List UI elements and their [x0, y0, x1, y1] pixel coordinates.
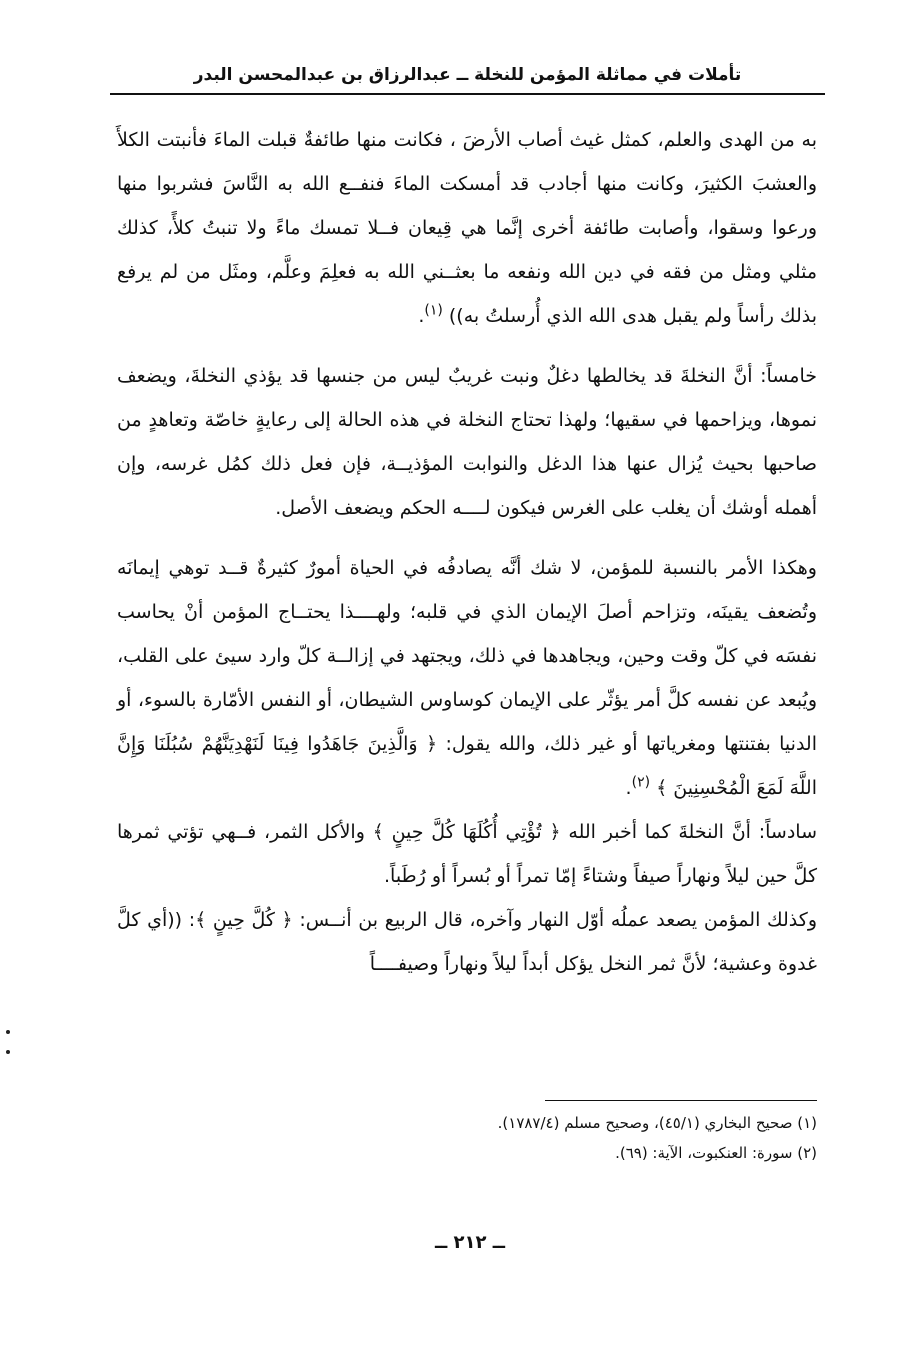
footnote-ref-2: (٢) [631, 774, 651, 791]
footnote-2: (٢) سورة: العنكبوت، الآية: (٦٩). [615, 1144, 817, 1162]
paragraph-sixth: سادساً: أنَّ النخلةَ كما أخبر الله ﴿ تُؤْتِي أُكُلَهَا كُلَّ حِينٍ ﴾ والأكل الثمر، فــهي تؤتي ثمرها كلَّ حين ليلاً ونهاراً صيفاً وشتاءً إمّا تمراً أو بُسراً أو رُطَباً. [117, 821, 817, 887]
paragraph-believer: وهكذا الأمر بالنسبة للمؤمن، لا شك أنَّه يصادفُه في الحياة أمورٌ كثيرةٌ قــد توهي إيمانَه وتُضعف يقينَه، وتزاحم أصلَ الإيمان الذي في قلبه؛ ولهــــذا يحتــاج المؤمن أنْ يحاسب نفسَه في كلّ وقت وحين، ويجاهدها في ذلك، ويجتهد في إزالــة كلّ وارد سيئ على القلب، ويُبعد عن نفسه كلَّ أمر يؤثّر على الإيمان كوساوس الشيطان، أو النفس الأمّارة بالسوء، أو الدنيا بفتنتها ومغرياتها أو غير ذلك، والله يقول: ﴿ وَالَّذِينَ جَاهَدُوا فِينَا لَنَهْدِيَنَّهُمْ سُبُلَنَا وَإِنَّ اللَّهَ لَمَعَ الْمُحْسِنِينَ ﴾ $^{(٢)}$. [117, 557, 817, 799]
scan-edge-mark [6, 1050, 10, 1054]
footnote-ref-1: (١) [424, 302, 443, 319]
paragraph-fifth: خامساً: أنَّ النخلةَ قد يخالطها دغلٌ ونبت غريبٌ ليس من جنسها قد يؤذي النخلةَ، ويضعف نموها، ويزاحمها في سقيها؛ ولهذا تحتاج النخلة في هذه الحالة إلى رعايةٍ خاصّة وتعاهدٍ من صاحبها بحيث يُزال عنها هذا الدغل والنوابت المؤذيــة، فإن فعل ذلك كمُل غرسه، وإن أهمله أوشك أن يغلب على الغرس فيكون لــــه الحكم ويضعف الأصل. [117, 365, 817, 519]
running-header: تأملات في مماثلة المؤمن للنخلة ــ عبدالرزاق بن عبدالمحسن البدر [193, 65, 742, 85]
scan-edge-mark [6, 1030, 10, 1034]
page-body [117, 118, 817, 986]
footnote-rule [545, 1100, 817, 1101]
paragraph-text: وهكذا الأمر بالنسبة للمؤمن، لا شك أنَّه يصادفُه في الحياة أمورٌ كثيرةٌ قــد توهي إيمانَه وتُضعف يقينَه، وتزاحم أصلَ الإيمان الذي في قلبه؛ ولهــــذا يحتــاج المؤمن أنْ يحاسب نفسَه في كلّ وقت وحين، ويجاهدها في ذلك، ويجتهد في إزالــة كلّ وارد سيئ على القلب، ويُبعد عن نفسه كلَّ أمر يؤثّر على الإيمان كوساوس الشيطان، أو النفس الأمّارة بالسوء، أو الدنيا بفتنتها ومغرياتها أو غير ذلك، والله يقول: ﴿ وَالَّذِينَ جَاهَدُوا فِينَا لَنَهْدِيَنَّهُمْ سُبُلَنَا وَإِنَّ اللَّهَ لَمَعَ الْمُحْسِنِينَ ﴾ [117, 557, 817, 799]
footnote-1: (١) صحيح البخاري (٤٥/١)، وصحيح مسلم (١٧٨٧/٤). [497, 1114, 817, 1132]
paragraph-text: به من الهدى والعلم، كمثل غيث أصاب الأرضَ ، فكانت منها طائفةٌ قبلت الماءَ فأنبتت الكلأَ والعشبَ الكثيرَ، وكانت منها أجادب قد أمسكت الماءَ فنفــع الله به النَّاسَ فشربوا منها ورعوا وسقوا، وأصابت طائفة أخرى إنَّما هي قِيعان فــلا تمسك ماءً ولا تنبتُ كلأً، كذلك مثلي ومثل من فقه في دين الله ونفعه ما بعثــني الله به فعلِمَ وعلَّم، ومثَل من لم يرفع بذلك رأساً ولم يقبل هدى الله الذي أُرسلتُ به)) [117, 129, 817, 327]
paragraph-believer-deeds: وكذلك المؤمن يصعد عملُه أوّل النهار وآخره، قال الربيع بن أنــس: ﴿ كُلَّ حِينٍ ﴾: ((أي كلَّ غدوة وعشية؛ لأنَّ ثمر النخل يؤكل أبداً ليلاً ونهاراً وصيفــــاً [117, 909, 817, 975]
paragraph-hadith-end: به من الهدى والعلم، كمثل غيث أصاب الأرضَ ، فكانت منها طائفةٌ قبلت الماءَ فأنبتت الكلأَ والعشبَ الكثيرَ، وكانت منها أجادب قد أمسكت الماءَ فنفــع الله به النَّاسَ فشربوا منها ورعوا وسقوا، وأصابت طائفة أخرى إنَّما هي قِيعان فــلا تمسك ماءً ولا تنبتُ كلأً، كذلك مثلي ومثل من فقه في دين الله ونفعه ما بعثــني الله به فعلِمَ وعلَّم، ومثَل من لم يرفع بذلك رأساً ولم يقبل هدى الله الذي أُرسلتُ به)) $^{(١)}$. [117, 129, 817, 327]
page-number: ــ ٢١٢ ــ [434, 1232, 506, 1253]
header-rule [110, 93, 825, 95]
footnotes [117, 1108, 817, 1168]
